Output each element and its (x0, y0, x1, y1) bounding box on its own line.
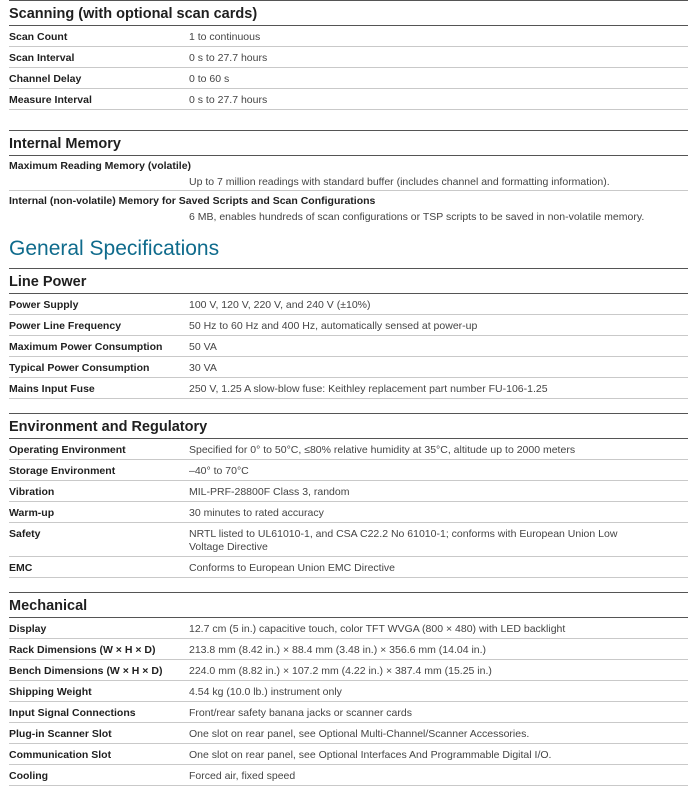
spec-value: NRTL listed to UL61010-1, and CSA C22.2 No 61010-1; conforms with European Union Low Voltage Directive (189, 528, 618, 553)
spec-value: 0 s to 27.7 hours (189, 52, 268, 64)
spec-label: Maximum Reading Memory (volatile) (9, 160, 192, 172)
spec-value: 224.0 mm (8.82 in.) × 107.2 mm (4.22 in.) × 387.4 mm (15.25 in.) (189, 665, 492, 677)
spec-row (9, 523, 688, 557)
spec-label: Scan Interval (9, 52, 75, 64)
spec-row (9, 336, 688, 357)
line-power-section (9, 268, 688, 399)
spec-value: One slot on rear panel, see Optional Multi-Channel/Scanner Accessories. (189, 728, 530, 740)
spec-label: Maximum Power Consumption (9, 341, 163, 353)
spec-label: Power Line Frequency (9, 320, 122, 332)
spec-label: Measure Interval (9, 94, 92, 106)
spec-label: EMC (9, 562, 33, 574)
spec-row (9, 702, 688, 723)
memory-section (9, 130, 688, 226)
spec-row (9, 156, 688, 191)
spec-label: Input Signal Connections (9, 707, 136, 719)
spec-value: 100 V, 120 V, 220 V, and 240 V (±10%) (189, 299, 371, 311)
spec-label: Rack Dimensions (W × H × D) (9, 644, 156, 656)
spec-row (9, 315, 688, 336)
spec-row (9, 618, 688, 639)
spec-page (9, 0, 688, 786)
spec-value: 1 to continuous (189, 31, 261, 43)
spec-label: Safety (9, 528, 41, 540)
spec-value: Up to 7 million readings with standard buffer (includes channel and formatting information). (189, 176, 610, 188)
spec-row (9, 639, 688, 660)
spec-label: Warm-up (9, 507, 55, 519)
spec-row (9, 357, 688, 378)
spec-value: –40° to 70°C (189, 465, 249, 477)
spec-row (9, 378, 688, 399)
spec-label: Scan Count (9, 31, 68, 43)
spec-row (9, 481, 688, 502)
spec-value: One slot on rear panel, see Optional Interfaces And Programmable Digital I/O. (189, 749, 552, 761)
section-title-scanning: Scanning (with optional scan cards) (9, 0, 688, 26)
spec-value: 0 to 60 s (189, 73, 230, 85)
spec-label: Internal (non-volatile) Memory for Saved Scripts and Scan Configurations (9, 195, 376, 207)
spec-value: Conforms to European Union EMC Directive (189, 562, 396, 574)
spec-label: Plug-in Scanner Slot (9, 728, 112, 740)
spec-row (9, 460, 688, 481)
spec-value: Forced air, fixed speed (189, 770, 296, 782)
spec-row (9, 68, 688, 89)
section-title-memory: Internal Memory (9, 130, 688, 156)
section-title-line-power: Line Power (9, 268, 688, 294)
spec-label: Cooling (9, 770, 49, 782)
spec-label: Power Supply (9, 299, 79, 311)
spec-row (9, 26, 688, 47)
spec-row (9, 191, 688, 226)
spec-value: 50 VA (189, 341, 217, 353)
mechanical-section (9, 592, 688, 786)
section-title-environment: Environment and Regulatory (9, 413, 688, 439)
spec-value: 6 MB, enables hundreds of scan configurations or TSP scripts to be saved in non-volatile memory. (189, 211, 645, 223)
spec-row (9, 744, 688, 765)
spec-label: Channel Delay (9, 73, 82, 85)
spec-row (9, 294, 688, 315)
spec-row (9, 557, 688, 578)
spec-value: 50 Hz to 60 Hz and 400 Hz, automatically sensed at power-up (189, 320, 478, 332)
general-specifications-heading: General Specifications (9, 237, 220, 260)
spec-value: Front/rear safety banana jacks or scanner cards (189, 707, 412, 719)
spec-label: Typical Power Consumption (9, 362, 150, 374)
spec-value: 30 minutes to rated accuracy (189, 507, 324, 519)
spec-row (9, 660, 688, 681)
spec-value: MIL-PRF-28800F Class 3, random (189, 486, 350, 498)
spec-row (9, 765, 688, 786)
spec-label: Bench Dimensions (W × H × D) (9, 665, 163, 677)
spec-value: 0 s to 27.7 hours (189, 94, 268, 106)
spec-label: Mains Input Fuse (9, 383, 95, 395)
spec-label: Vibration (9, 486, 55, 498)
spec-label: Communication Slot (9, 749, 112, 761)
spec-value: 213.8 mm (8.42 in.) × 88.4 mm (3.48 in.) × 356.6 mm (14.04 in.) (189, 644, 487, 656)
spec-value: 30 VA (189, 362, 217, 374)
spec-row (9, 681, 688, 702)
spec-row (9, 723, 688, 744)
spec-value: 4.54 kg (10.0 lb.) instrument only (189, 686, 342, 698)
spec-value: 12.7 cm (5 in.) capacitive touch, color TFT WVGA (800 × 480) with LED backlight (189, 623, 566, 635)
spec-label: Operating Environment (9, 444, 126, 456)
spec-label: Shipping Weight (9, 686, 92, 698)
spec-label: Storage Environment (9, 465, 116, 477)
spec-row (9, 89, 688, 110)
spec-row (9, 47, 688, 68)
environment-section (9, 413, 688, 578)
spec-value: Specified for 0° to 50°C, ≤80% relative humidity at 35°C, altitude up to 2000 meters (189, 444, 576, 456)
scanning-section (9, 0, 688, 110)
spec-row (9, 502, 688, 523)
spec-label: Display (9, 623, 47, 635)
section-title-mechanical: Mechanical (9, 592, 688, 618)
spec-row (9, 439, 688, 460)
spec-value: 250 V, 1.25 A slow-blow fuse: Keithley replacement part number FU-106-1.25 (189, 383, 548, 395)
